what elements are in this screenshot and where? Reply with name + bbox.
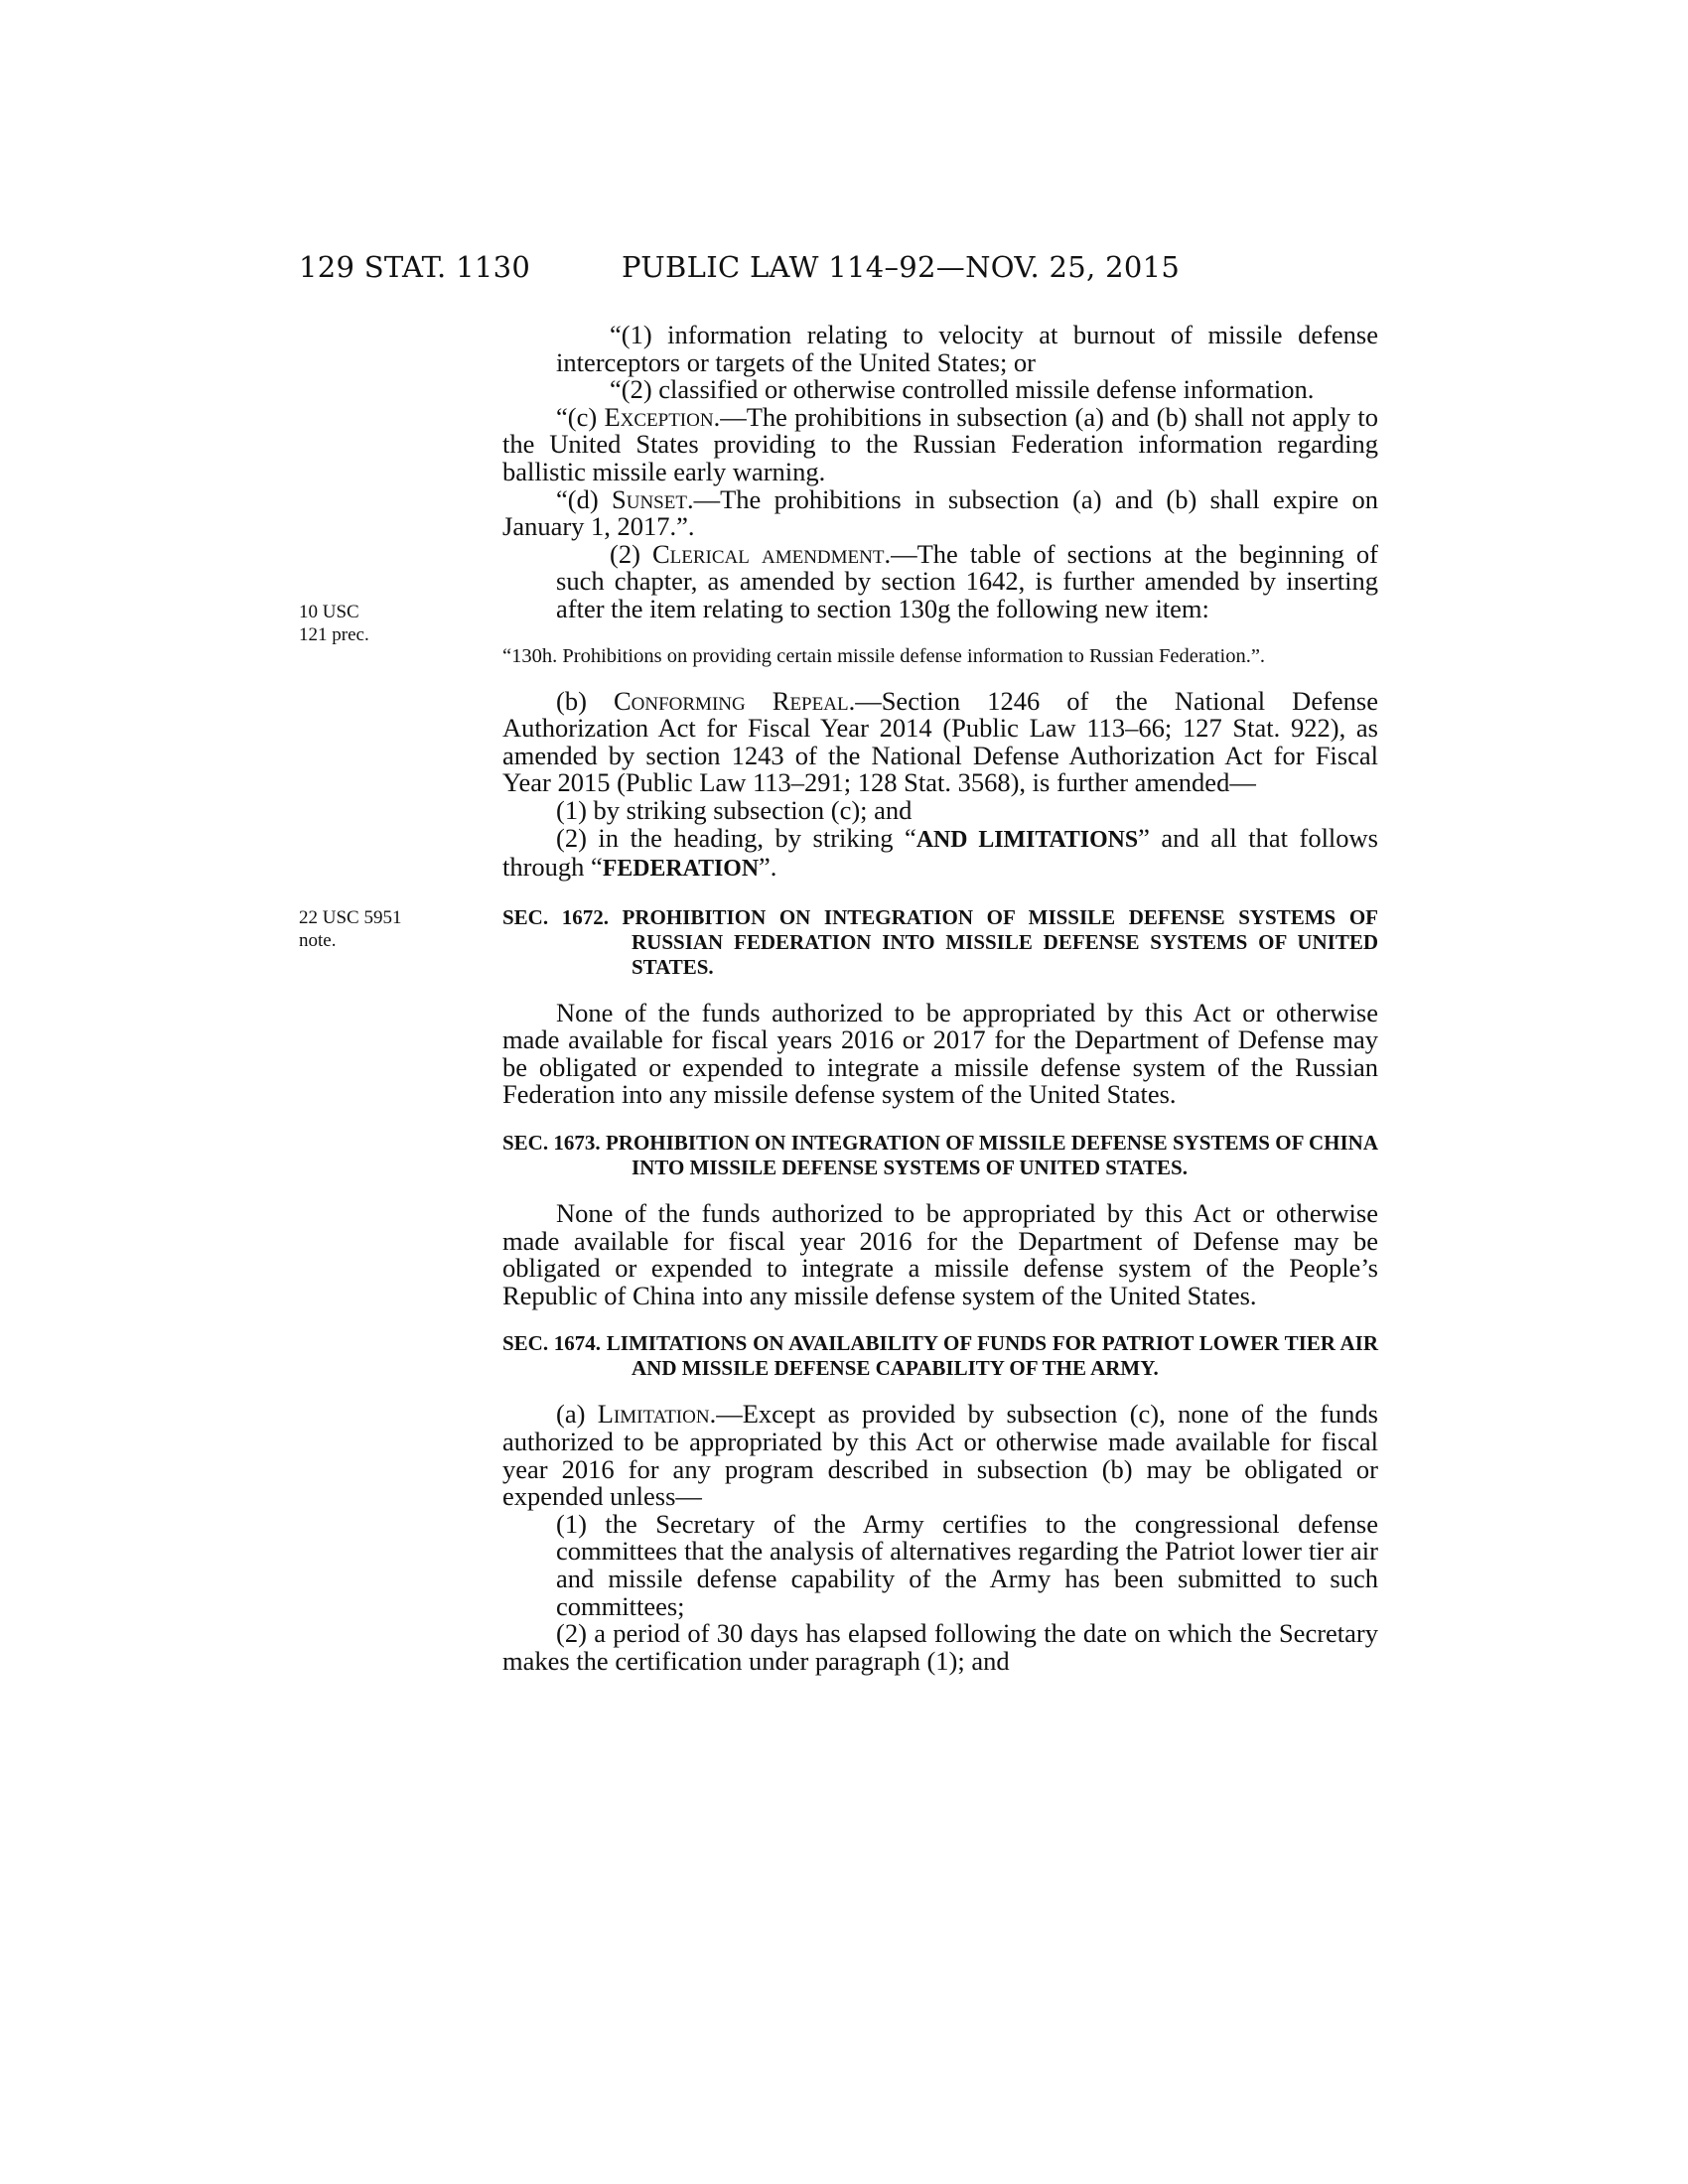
- paragraph-certification: (1) the Secretary of the Army certifies to the congressional defense committees that the analysis of alternatives regarding the Patriot lower tier air and missile defense capability of the Army has been submitted to such committees;: [556, 1508, 1378, 1621]
- subsection-c-exception: “(c) Exception.—The prohibitions in subsection (a) and (b) shall not apply to the United States providing to the Russian Federation information regarding ballistic missile early warning.: [502, 401, 1378, 486]
- margin-note-22-usc: 22 USC 5951 note.: [299, 907, 402, 951]
- body-text: [502, 322, 1378, 1675]
- paragraph-striking-subsection: (1) by striking subsection (c); and: [556, 794, 913, 825]
- margin-note-10-usc: 10 USC 121 prec.: [299, 602, 369, 645]
- clerical-amendment: (2) Clerical amendment.—The table of sections at the beginning of such chapter, as amended by section 1642, is further amended by inserting after the item relating to section 130g the following new item:: [556, 538, 1378, 623]
- section-1672-heading: SEC. 1672. PROHIBITION ON INTEGRATION OF MISSILE DEFENSE SYSTEMS OF RUSSIAN FEDERATION INTO MISSILE DEFENSE SYSTEMS OF UNITED STATES.: [502, 904, 1378, 979]
- running-header: PUBLIC LAW 114–92—NOV. 25, 2015: [622, 250, 1181, 284]
- section-1674-heading: SEC. 1674. LIMITATIONS ON AVAILABILITY OF FUNDS FOR PATRIOT LOWER TIER AIR AND MISSILE DEFENSE CAPABILITY OF THE ARMY.: [502, 1331, 1378, 1381]
- table-of-sections-item: “130h. Prohibitions on providing certain missile defense information to Russian Federation.”.: [502, 644, 1266, 667]
- paragraph-thirty-days: (2) a period of 30 days has elapsed following the date on which the Secretary makes the certification under paragraph (1); and: [502, 1618, 1378, 1676]
- statute-page-number: 129 STAT. 1130: [299, 250, 531, 284]
- subsection-a-limitation: (a) Limitation.—Except as provided by subsection (c), none of the funds authorized to be appropriated by this Act or otherwise made available for fiscal year 2016 for any program described in subsection (b) may be obligated or expended unless—: [502, 1399, 1378, 1512]
- paragraph-heading-amendment: (2) in the heading, by striking “AND LIMITATIONS” and all that follows through “FEDERATION”.: [502, 822, 1378, 883]
- subsection-d-sunset: “(d) Sunset.—The prohibitions in subsection (a) and (b) shall expire on January 1, 2017.”.: [502, 483, 1378, 542]
- paragraph-classified: “(2) classified or otherwise controlled missile defense information.: [610, 374, 1315, 405]
- section-1673-heading: SEC. 1673. PROHIBITION ON INTEGRATION OF MISSILE DEFENSE SYSTEMS OF CHINA INTO MISSILE DEFENSE SYSTEMS OF UNITED STATES.: [502, 1131, 1378, 1180]
- subsection-b-conforming-repeal: (b) Conforming Repeal.—Section 1246 of the National Defense Authorization Act for Fiscal Year 2014 (Public Law 113–66; 127 Stat. 922), as amended by section 1243 of the National Defense Authorization Act for Fiscal Year 2015 (Public Law 113–291; 128 Stat. 3568), is further amended—: [502, 685, 1378, 798]
- section-1673-text: None of the funds authorized to be appropriated by this Act or otherwise made available for fiscal year 2016 for the Department of Defense may be obligated or expended to integrate a missile defense system of the People’s Republic of China into any missile defense system of the United States.: [502, 1198, 1378, 1310]
- paragraph-velocity: “(1) information relating to velocity at burnout of missile defense interceptors or targets of the United States; or: [556, 320, 1378, 377]
- section-1672-text: None of the funds authorized to be appropriated by this Act or otherwise made available for fiscal years 2016 or 2017 for the Department of Defense may be obligated or expended to integrate a missile defense system of the Russian Federation into any missile defense system of the United States.: [502, 997, 1378, 1110]
